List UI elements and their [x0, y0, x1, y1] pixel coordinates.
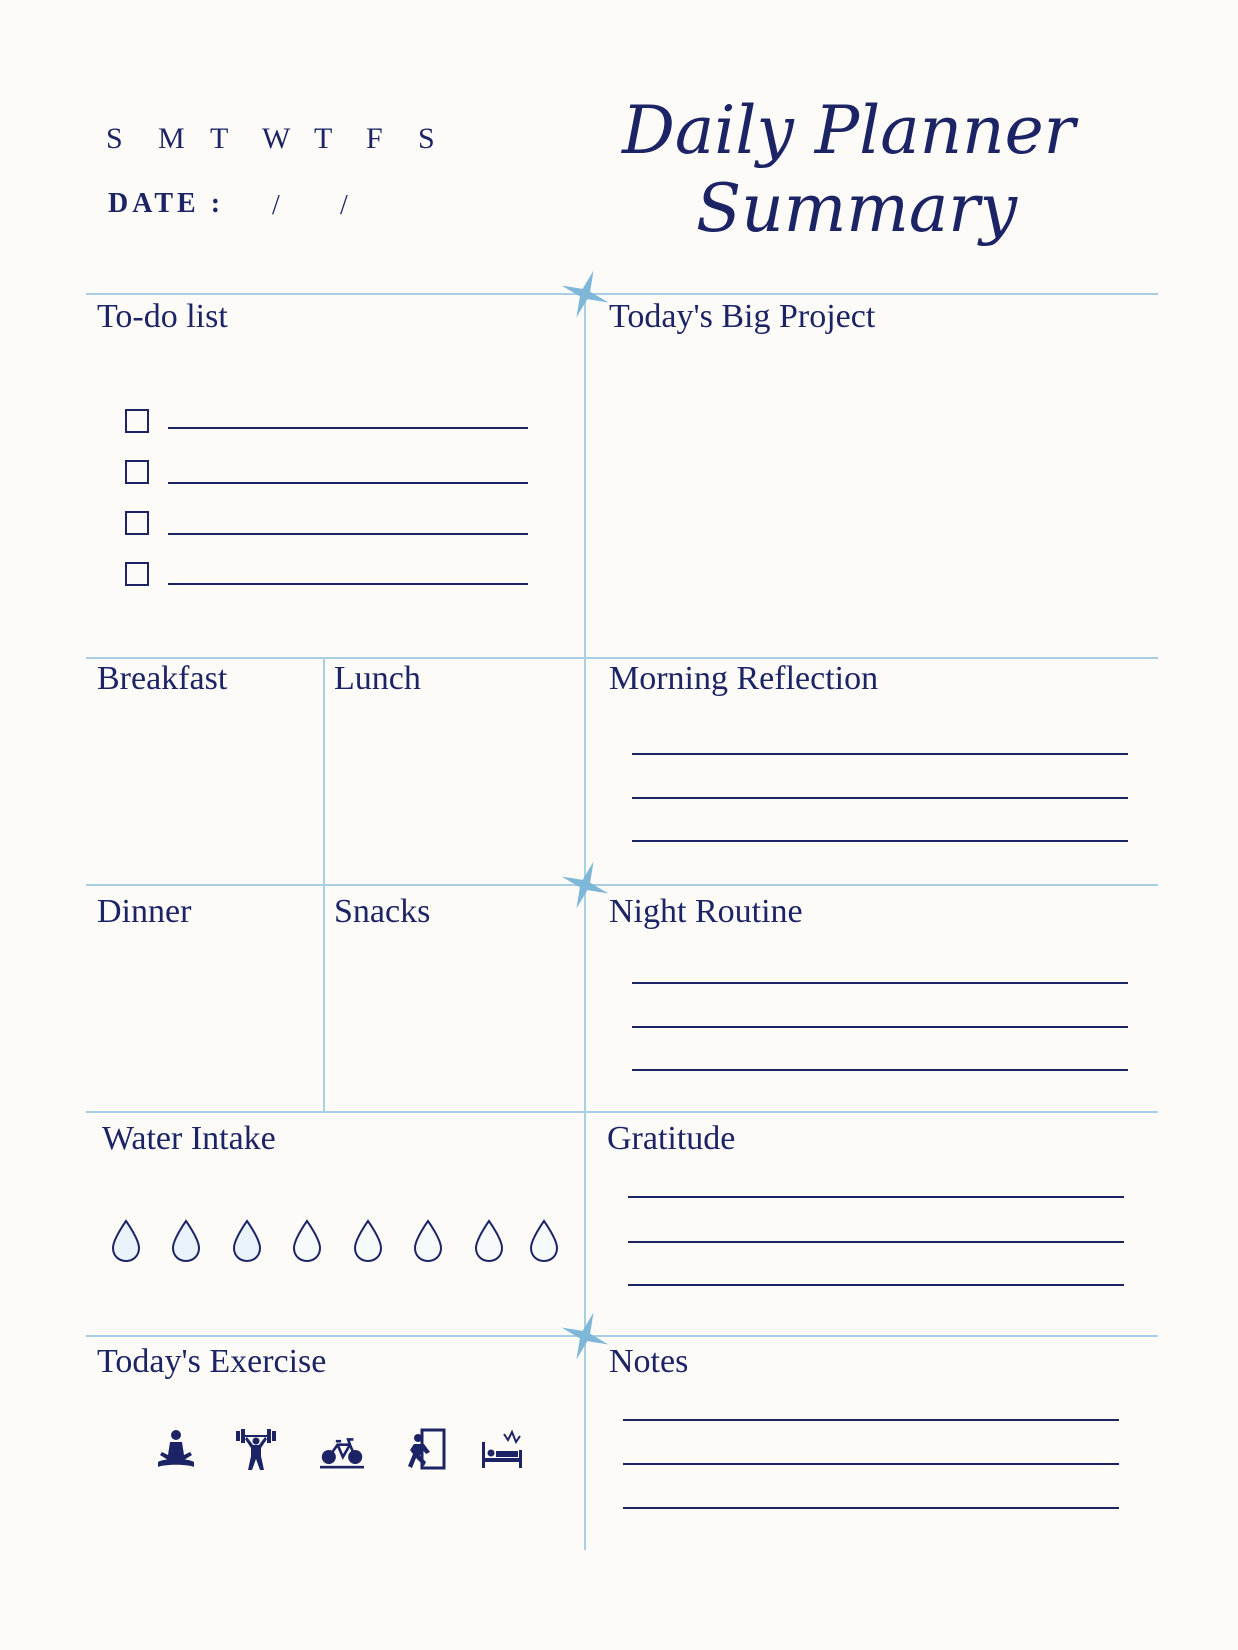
section-title-lunch: Lunch — [334, 660, 421, 697]
notes-line[interactable] — [623, 1463, 1119, 1465]
section-title-todo: To-do list — [97, 298, 228, 335]
date-label: DATE : — [108, 188, 225, 219]
weekday-tuesday[interactable]: T — [210, 122, 229, 155]
page-title-line-1: Daily Planner — [622, 92, 1076, 169]
gratitude-line[interactable] — [628, 1196, 1124, 1198]
section-title-snacks: Snacks — [334, 893, 431, 930]
section-title-notes: Notes — [609, 1343, 689, 1380]
running-icon[interactable] — [404, 1428, 448, 1472]
water-drop-icon[interactable] — [412, 1219, 444, 1263]
cycling-icon[interactable] — [320, 1428, 364, 1472]
sparkle-star-icon — [560, 1311, 610, 1361]
yoga-icon[interactable] — [154, 1428, 198, 1472]
night-routine-line[interactable] — [632, 1069, 1128, 1071]
todo-line[interactable] — [168, 583, 528, 585]
todo-line[interactable] — [168, 427, 528, 429]
notes-line[interactable] — [623, 1507, 1119, 1509]
water-drop-icon[interactable] — [231, 1219, 263, 1263]
night-routine-line[interactable] — [632, 982, 1128, 984]
weekday-wednesday[interactable]: W — [262, 122, 291, 155]
weekday-sunday[interactable]: S — [106, 122, 123, 155]
water-drop-icon[interactable] — [473, 1219, 505, 1263]
section-title-morning-reflection: Morning Reflection — [609, 660, 879, 697]
weekday-friday[interactable]: F — [366, 122, 383, 155]
water-drop-icon[interactable] — [291, 1219, 323, 1263]
meal-divider — [323, 657, 325, 1111]
section-title-gratitude: Gratitude — [607, 1120, 736, 1157]
date-separator: / — [272, 190, 280, 221]
section-title-dinner: Dinner — [97, 893, 192, 930]
water-drop-icon[interactable] — [170, 1219, 202, 1263]
todo-checkbox[interactable] — [125, 511, 149, 535]
weekday-thursday[interactable]: T — [314, 122, 333, 155]
weekday-monday[interactable]: M — [158, 122, 185, 155]
rest-in-bed-icon[interactable] — [480, 1428, 524, 1472]
weekday-row — [106, 122, 470, 156]
todo-checkbox[interactable] — [125, 460, 149, 484]
water-drop-icon[interactable] — [352, 1219, 384, 1263]
section-title-exercise: Today's Exercise — [97, 1343, 327, 1380]
center-divider — [584, 293, 586, 1550]
weightlifting-icon[interactable] — [234, 1428, 278, 1472]
night-routine-line[interactable] — [632, 1026, 1128, 1028]
notes-line[interactable] — [623, 1419, 1119, 1421]
gratitude-line[interactable] — [628, 1241, 1124, 1243]
gratitude-line[interactable] — [628, 1284, 1124, 1286]
water-drop-icon[interactable] — [528, 1219, 560, 1263]
todo-checkbox[interactable] — [125, 562, 149, 586]
section-title-night-routine: Night Routine — [609, 893, 803, 930]
weekday-saturday[interactable]: S — [418, 122, 435, 155]
sparkle-star-icon — [560, 860, 610, 910]
morning-reflection-line[interactable] — [632, 840, 1128, 842]
divider — [86, 293, 1158, 295]
page-title-line-2: Summary — [696, 170, 1018, 247]
sparkle-star-icon — [560, 269, 610, 319]
section-title-big-project: Today's Big Project — [609, 298, 876, 335]
todo-line[interactable] — [168, 482, 528, 484]
divider — [86, 657, 1158, 659]
todo-checkbox[interactable] — [125, 409, 149, 433]
divider — [86, 884, 1158, 886]
section-title-water-intake: Water Intake — [102, 1120, 276, 1157]
date-separator: / — [340, 190, 348, 221]
divider — [86, 1335, 1158, 1337]
todo-line[interactable] — [168, 533, 528, 535]
section-title-breakfast: Breakfast — [97, 660, 228, 697]
water-drop-icon[interactable] — [110, 1219, 142, 1263]
divider — [86, 1111, 1158, 1113]
morning-reflection-line[interactable] — [632, 797, 1128, 799]
morning-reflection-line[interactable] — [632, 753, 1128, 755]
